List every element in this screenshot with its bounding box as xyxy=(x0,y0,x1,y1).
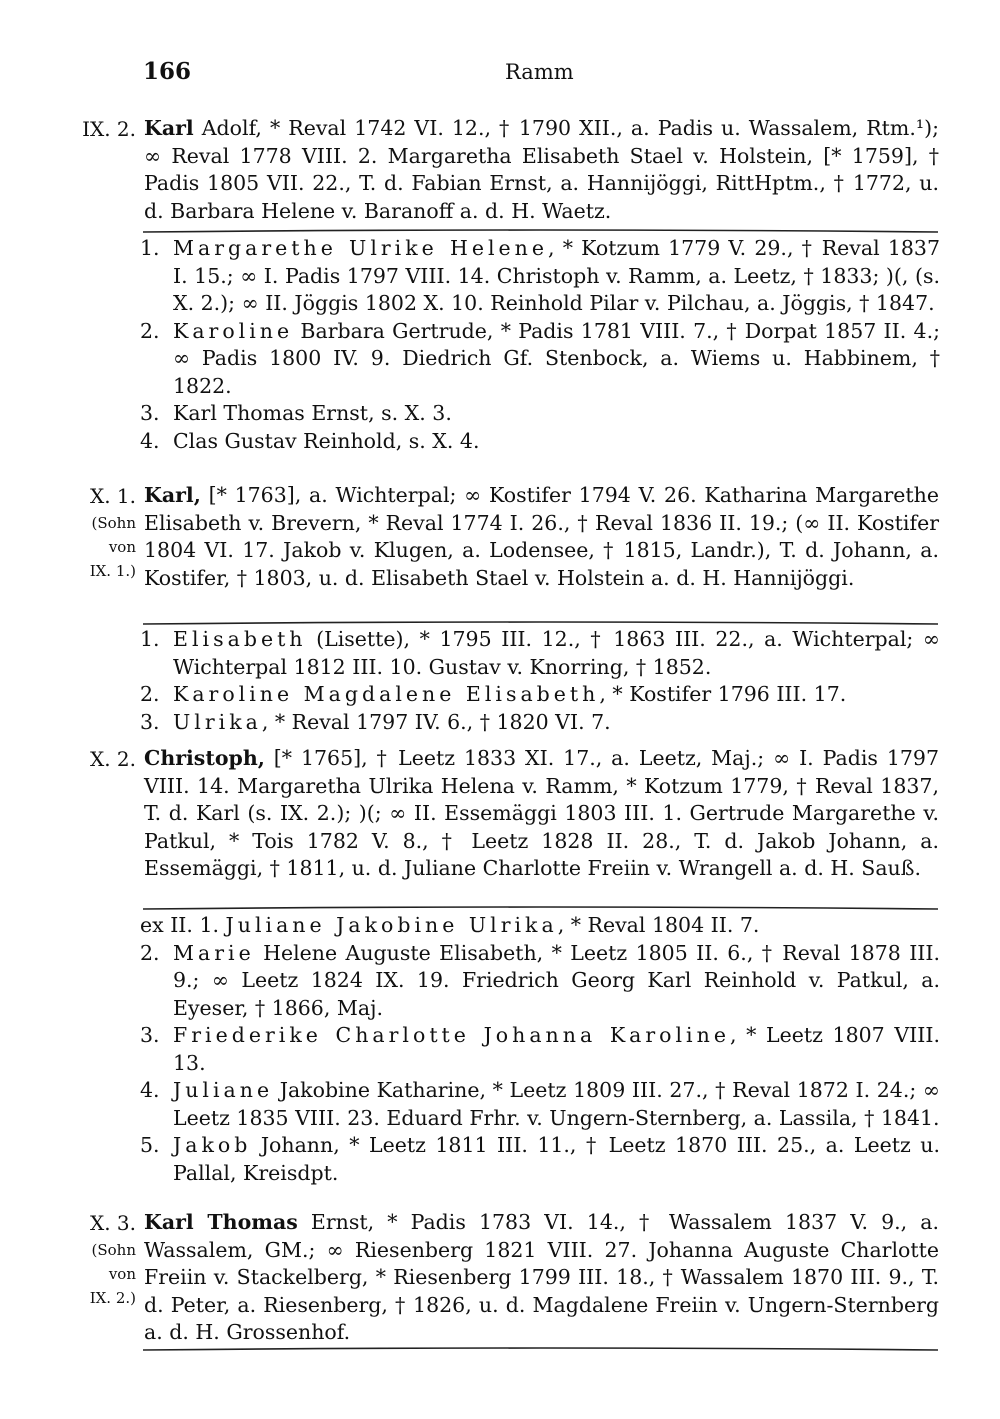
child-text: , s. X. 4. xyxy=(395,428,480,453)
child-text: , s. X. 3. xyxy=(368,401,452,425)
child-item xyxy=(140,709,940,737)
entry-code-sub: IX. 2.) xyxy=(89,1289,136,1307)
child-name: Karl Thomas Ernst xyxy=(173,401,369,425)
child-number: 1. xyxy=(140,627,160,651)
child-name: Jakob xyxy=(173,1133,252,1157)
children-list xyxy=(140,912,940,1187)
child-number: 5. xyxy=(140,1133,160,1157)
child-text: , * Reval 1804 II. 7. xyxy=(557,913,760,937)
child-item xyxy=(140,235,940,318)
entry-text xyxy=(144,745,939,883)
child-name: Ulrika xyxy=(173,709,262,734)
child-item xyxy=(140,681,940,709)
entry-body: Adolf, * Reval 1742 VI. 12., † 1790 XII., a. Padis u. Wassalem, Rtm.¹); ∞ Reval 1778 VIII. 2. Margaretha Elisabeth Stael v. Holstein, [* 1759], † Padis 1805 VII. 22., T. d. Fabian Ernst, a. Hannijöggi, RittHptm., † 1772, u. d. Barbara Helene v. Baranoff a. d. H. Waetz. xyxy=(144,116,939,223)
entry-code-sub: von xyxy=(108,1265,136,1283)
child-name: Karoline xyxy=(173,318,294,343)
entry-code-sub: (Sohn xyxy=(91,514,136,532)
entry-code xyxy=(60,1209,136,1310)
child-text: Jakobine Katharine, * Leetz 1809 III. 27., † Reval 1872 I. 24.; ∞ Leetz 1835 VIII. 23. Eduard Frhr. v. Ungern-Sternberg, a. Lassila, † 1841. xyxy=(173,1078,940,1130)
child-item xyxy=(140,318,940,401)
entry-name: Karl Thomas xyxy=(144,1210,298,1234)
entry-code-label: X. 3. xyxy=(89,1211,136,1235)
child-number: 4. xyxy=(140,428,160,453)
entry-code-sub: von xyxy=(108,538,136,556)
child-item xyxy=(140,1022,940,1077)
children-list xyxy=(140,626,940,736)
child-name: Juliane Jakobine Ulrika xyxy=(225,913,558,937)
entry-text xyxy=(144,115,939,225)
child-item xyxy=(140,1077,940,1132)
child-text: , * Leetz 1807 VIII. 13. xyxy=(173,1023,940,1075)
child-name: Friederike Charlotte Johanna Karoline xyxy=(173,1023,730,1047)
child-item xyxy=(140,940,940,1023)
child-number: ex II. 1. xyxy=(140,913,219,937)
entry-body: Ernst, * Padis 1783 VI. 14., † Wassalem 1837 V. 9., a. Wassalem, GM.; ∞ Riesenberg 1821 VIII. 27. Johanna Auguste Charlotte Freiin v. Stackelberg, * Riesenberg 1799 III. 18., † Wassalem 1870 III. 9., T. d. Peter, a. Riesenberg, † 1826, u. d. Magdalene Freiin v. Ungern-Sternberg a. d. H. Grossenhof. xyxy=(144,1210,939,1344)
child-text: , * Reval 1797 IV. 6., † 1820 VI. 7. xyxy=(261,709,611,734)
entry-code: IX. 2. xyxy=(82,117,136,141)
child-number: 2. xyxy=(140,318,160,343)
child-number: 1. xyxy=(140,236,160,260)
child-number: 3. xyxy=(140,709,160,734)
running-head: Ramm xyxy=(505,60,574,84)
entry-body: [* 1763], a. Wichterpal; ∞ Kostifer 1794 V. 26. Katharina Margarethe Elisabeth v. Brevern, * Reval 1774 I. 26., † Reval 1836 II. 19.; (∞ II. Kostifer 1804 VI. 17. Jakob v. Klugen, a. Lodensee, † 1815, Landr.), T. d. Johann, a. Kostifer, † 1803, u. d. Elisabeth Stael v. Holstein a. d. H. Hannijöggi. xyxy=(144,483,939,590)
entry-name: Karl xyxy=(144,116,194,140)
child-number: 3. xyxy=(140,1023,160,1047)
child-text: Johann, * Leetz 1811 III. 11., † Leetz 1870 III. 25., a. Leetz u. Pallal, Kreisdpt. xyxy=(173,1133,940,1185)
entry-text xyxy=(144,1209,939,1347)
entry-text xyxy=(144,482,939,592)
child-number: 4. xyxy=(140,1078,160,1102)
child-name: Juliane xyxy=(173,1078,274,1102)
child-number: 2. xyxy=(140,682,160,706)
child-name: Karoline Magdalene Elisabeth xyxy=(173,682,600,706)
entry-code-sub: (Sohn xyxy=(91,1241,136,1259)
child-number: 2. xyxy=(140,940,160,965)
child-name: Marie xyxy=(173,940,255,965)
section-rule xyxy=(143,1346,938,1354)
child-item xyxy=(140,1132,940,1187)
entry-code: X. 2. xyxy=(89,747,136,771)
child-text: , * Kotzum 1779 V. 29., † Reval 1837 I. 15.; ∞ I. Padis 1797 VIII. 14. Christoph v. Ramm, a. Leetz, † 1833; )(, (s. X. 2.); ∞ II. Jöggis 1802 X. 10. Reinhold Pilar v. Pilchau, a. Jöggis, † 1847. xyxy=(173,236,941,315)
child-name: Clas Gustav Reinhold xyxy=(173,428,396,453)
child-text: Barbara Gertrude, * Padis 1781 VIII. 7., † Dorpat 1857 II. 4.; ∞ Padis 1800 IV. 9. Diedrich Gf. Stenbock, a. Wiems u. Habbinem, † 1822. xyxy=(173,318,940,398)
child-text: (Lisette), * 1795 III. 12., † 1863 III. 22., a. Wichterpal; ∞ Wichterpal 1812 III. 10. Gustav v. Knorring, † 1852. xyxy=(173,627,940,679)
entry-code-label: X. 1. xyxy=(89,484,136,508)
child-name: Margarethe Ulrike Helene xyxy=(173,236,548,260)
entry-name: Christoph, xyxy=(144,746,265,770)
entry-name: Karl, xyxy=(144,483,201,507)
entry-body: [* 1765], † Leetz 1833 XI. 17., a. Leetz, Maj.; ∞ I. Padis 1797 VIII. 14. Margaretha Ulrika Helena v. Ramm, * Kotzum 1779, † Reval 1837, T. d. Karl (s. IX. 2.); )(; ∞ II. Essemäggi 1803 III. 1. Gertrude Margarethe v. Patkul, * Tois 1782 V. 8., † Leetz 1828 II. 28., T. d. Jakob Johann, a. Essemäggi, † 1811, u. d. Juliane Charlotte Freiin v. Wrangell a. d. H. Sauß. xyxy=(144,746,939,880)
child-item xyxy=(140,428,940,456)
entry-code-sub: IX. 1.) xyxy=(89,562,136,580)
child-text: , * Kostifer 1796 III. 17. xyxy=(599,682,847,706)
page-number: 166 xyxy=(143,58,192,85)
child-item xyxy=(140,626,940,681)
child-name: Elisabeth xyxy=(173,627,307,651)
child-number: 3. xyxy=(140,401,160,425)
entry-code xyxy=(60,482,136,583)
child-item xyxy=(140,912,940,940)
children-list xyxy=(140,235,940,455)
child-item xyxy=(140,400,940,428)
child-text: Helene Auguste Elisabeth, * Leetz 1805 II. 6., † Reval 1878 III. 9.; ∞ Leetz 1824 IX. 19. Friedrich Georg Karl Reinhold v. Patkul, a. Eyeser, † 1866, Maj. xyxy=(173,940,940,1020)
